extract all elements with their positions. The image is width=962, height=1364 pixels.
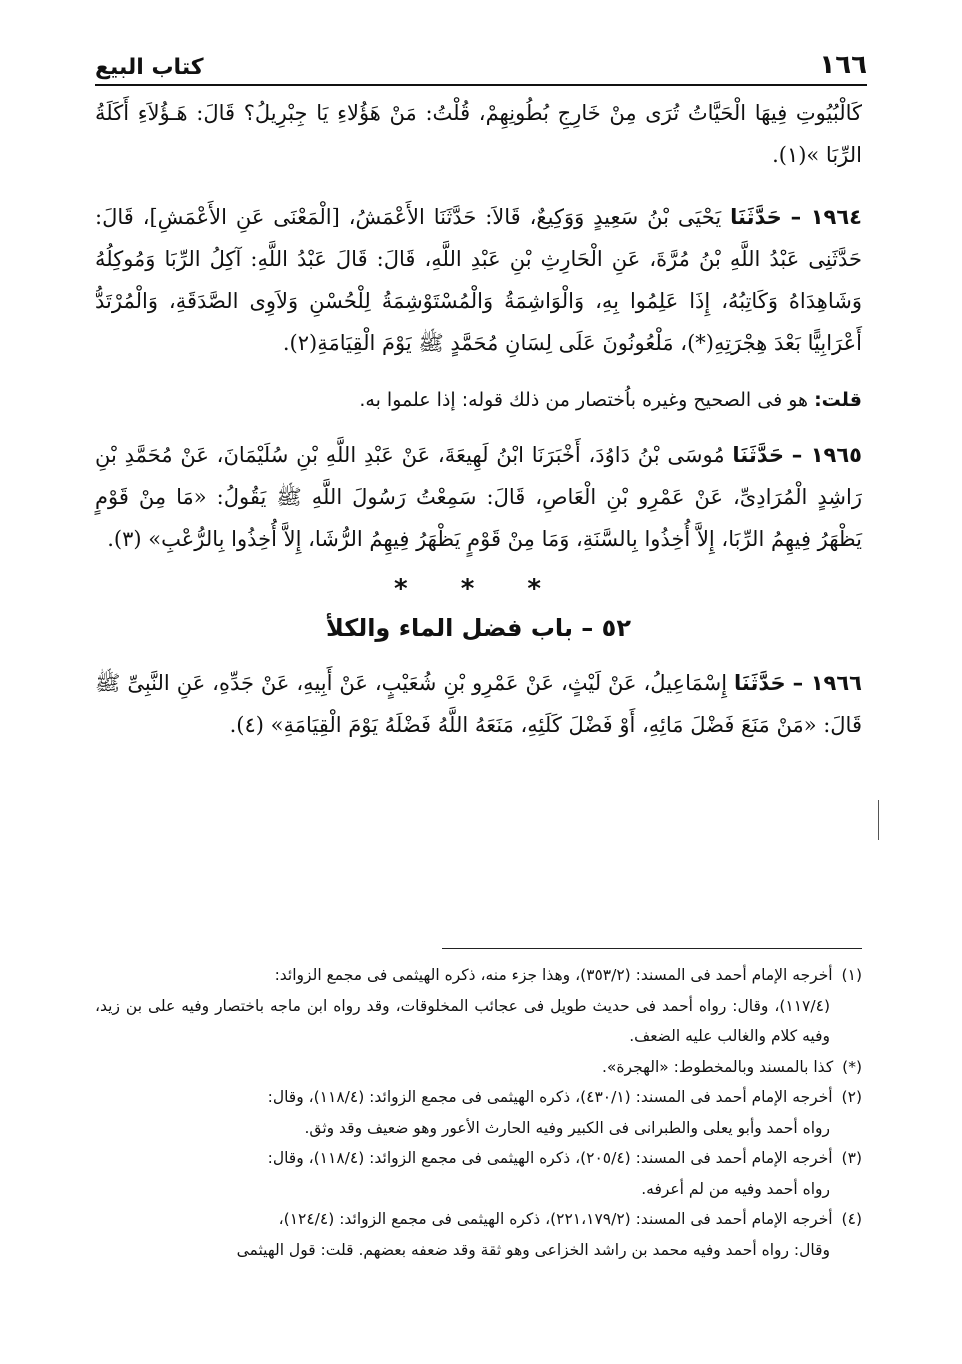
hadith-text: إِسْمَاعِيلُ، عَنْ لَيْثٍ، عَنْ عَمْرِو بْنِ شُعَيْبٍ، عَنْ أَبِيهِ، عَنْ جَدِّهِ، عَنِ النَّبِىِّ ﷺ قَالَ: «مَنْ مَنَعَ فَضْلَ مَائِهِ، أَوْ فَضْلَ كَلَئِهِ، مَنَعَهُ اللَّهُ فَضْلَهُ يَوْمَ الْقِيَامَةِ» (٤). xyxy=(95,671,862,737)
comment-text: هو فى الصحيح وغيره باُختصار من ذلك قوله: إذا علموا به. xyxy=(359,389,809,411)
footnote-text: كذا بالمسند وبالمخطوط: «الهجرة». xyxy=(602,1057,834,1076)
hadith-lead-word: حَدَّثَنَا xyxy=(734,671,786,695)
hadith-1966 xyxy=(95,662,862,746)
hadith-text: مُوسَى بْنُ دَاوُدَ، أَخْبَرَنَا ابْنُ لَهِيعَةَ، عَنْ عَبْدِ اللَّهِ بْنِ سُلَيْمَانَ، عَنْ مُحَمَّدِ بْنِ رَاشِدٍ الْمُرَادِىِّ، عَنْ عَمْرِو بْنِ الْعَاصِ، قَالَ: سَمِعْتُ رَسُولَ اللَّهِ ﷺ يَقُولُ: «مَا مِنْ قَوْمٍ يَظْهَرُ فِيهِمُ الرِّبَا، إِلاَّ أُخِذُوا بِالسَّنَةِ، وَمَا مِنْ قَوْمٍ يَظْهَرُ فِيهِمُ الرُّشَا، إِلاَّ أُخِذُوا بِالرُّعْبِ» (٣). xyxy=(95,443,862,551)
footnote-continuation: رواه أحمد وأبو يعلى والطبرانى فى الكبير وفيه الحارث الأعور وهو ضعيف وقد وثق. xyxy=(304,1118,830,1137)
hadith-number: ١٩٦٤ – xyxy=(790,205,863,229)
footnote-divider xyxy=(442,948,862,949)
section-separator: * * * xyxy=(394,574,563,604)
footnote xyxy=(95,1052,862,1083)
footnote-text: أخرجه الإمام أحمد فى المسند: (٣٥٣/٢)، وهذا جزء منه، ذكره الهيثمى فى مجمع الزوائد: xyxy=(274,966,833,984)
hadith-lead-word: حَدَّثَنَا xyxy=(730,205,782,229)
footnote xyxy=(95,1204,862,1265)
chapter-heading: ٥٢ – باب فضل الماء والكلأ xyxy=(326,614,631,642)
main-text xyxy=(95,92,862,746)
footnote-continuation: رواه أحمد وفيه من لم أعرفه. xyxy=(641,1179,830,1198)
footnote-text: أخرجه الإمام أحمد فى المسند: (٢٢١،١٧٩/٢)، ذكره الهيثمى فى مجمع الزوائد: (١٢٤/٤)، xyxy=(278,1210,833,1228)
footnotes xyxy=(95,960,862,1265)
hadith-number: ١٩٦٥ – xyxy=(791,443,862,467)
footnote xyxy=(95,1082,862,1143)
footnote xyxy=(95,960,862,1052)
footnote-marker: (١) xyxy=(841,966,862,984)
opening-paragraph: كَالْبُيُوتِ فِيهَا الْحَيَّاتُ تُرَى مِنْ خَارِجِ بُطُونِهِمْ، قُلْتُ: مَنْ هَؤُلاءِ يَا جِبْرِيلُ؟ قَالَ: هَـؤُلاَءِ أَكَلَةُ الرِّبَا »(١). xyxy=(95,101,862,167)
footnote-marker: (*) xyxy=(842,1057,862,1076)
footnote-marker: (٤) xyxy=(841,1210,862,1228)
hadith-lead-word: حَدَّثَنَا xyxy=(732,443,784,467)
footnote-continuation: وقال: رواه أحمد وفيه محمد بن راشد الخزاعى وهو ثقة وقد ضعفه بعضهم. قلت: قول الهيثمى xyxy=(236,1240,830,1259)
comment-lead: قلت: xyxy=(814,389,862,411)
footnote-continuation: (١١٧/٤)، وقال: رواه أحمد فى حديث طويل فى عجائب المخلوقات، وقد رواه ابن ماجه باختصار وفيه على بن زيد، وفيه كلام والغالب عليه الضعف. xyxy=(95,996,830,1045)
footnote-marker: (٣) xyxy=(841,1149,862,1167)
hadith-text: يَحْيَى بْنُ سَعِيدٍ وَوَكِيعٌ، قَالاَ: حَدَّثَنَا الأَعْمَشُ، [الْمَعْنَى عَنِ الأَعْمَشِ]، قَالَ: حَدَّثَنِى عَبْدُ اللَّهِ بْنُ مُرَّةَ، عَنِ الْحَارِثِ بْنِ عَبْدِ اللَّهِ، قَالَ: قَالَ عَبْدُ اللَّهِ: آكِلُ الرِّبَا وَمُوكِلُهُ وَشَاهِدَاهُ وَكَاتِبُهُ، إِذَا عَلِمُوا بِهِ، وَالْوَاشِمَةُ وَالْمُسْتَوْشِمَةُ لِلْحُسْنِ وَلاَوِى الصَّدَقَةِ، وَالْمُرْتَدُّ أَعْرَابِيًّا بَعْدَ هِجْرَتِهِ(*)، مَلْعُونُونَ عَلَى لِسَانِ مُحَمَّدٍ ﷺ يَوْمَ الْقِيَامَةِ(٢). xyxy=(95,205,862,355)
hadith-1965 xyxy=(95,434,862,560)
hadith-1964 xyxy=(95,196,862,364)
page-number: ١٦٦ xyxy=(819,50,867,80)
editor-comment xyxy=(95,380,862,420)
footnote xyxy=(95,1143,862,1204)
footnote-text: أخرجه الإمام أحمد فى المسند: (٢٠٥/٤)، ذكره الهيثمى فى مجمع الزوائد: (١١٨/٤)، وقال: xyxy=(267,1149,833,1167)
footnote-marker: (٢) xyxy=(841,1088,862,1106)
footnote-text: أخرجه الإمام أحمد فى المسند: (٤٣٠/١)، ذكره الهيثمى فى مجمع الزوائد: (١١٨/٤)، وقال: xyxy=(267,1088,833,1106)
running-header xyxy=(95,40,867,86)
hadith-number: ١٩٦٦ – xyxy=(792,671,862,695)
book-title: كتاب البيع xyxy=(95,55,204,80)
margin-mark xyxy=(878,800,879,840)
